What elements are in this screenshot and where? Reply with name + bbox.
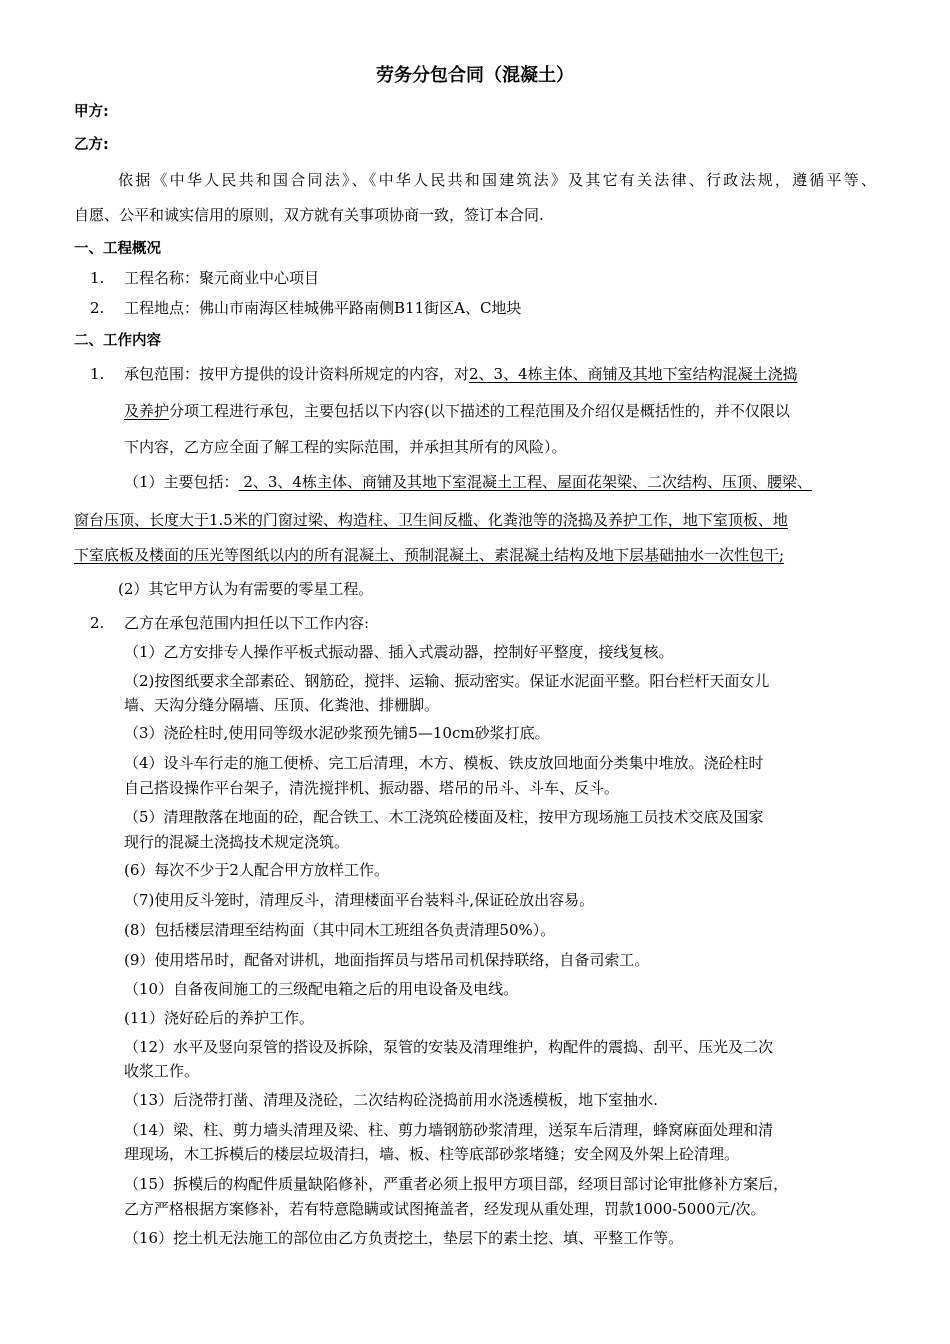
work-item-line: 现行的混凝土浇捣技术规定浇筑。 (124, 833, 350, 851)
work-content-intro: 乙方在承包范围内担任以下工作内容: (124, 614, 370, 632)
section-2-heading: 二、工作内容 (74, 333, 161, 349)
party-a-label: 甲方: (74, 104, 109, 120)
document-title: 劳务分包合同（混凝土） (376, 65, 574, 86)
work-item-line: (6）每次不少于2人配合甲方放样工作。 (124, 861, 389, 879)
work-item-line: （4）设斗车行走的施工便桥、完工后清理，木方、模板、铁皮放回地面分类集中堆放。浇砼柱时 (124, 754, 764, 772)
work-item-line: 理现场，木工拆模后的楼层垃圾清扫，墙、板、柱等底部砂浆堵缝；安全网及外架上砼清理。 (124, 1145, 740, 1163)
section-2-item-1-number: 1. (90, 365, 105, 383)
scope-underlined-buildings: 2、3、4栋主体、商铺及其地下室结构混凝土浇捣 (469, 365, 798, 383)
section-2-item-2-number: 2. (90, 614, 105, 632)
work-item-line: （15）拆模后的构配件质量缺陷修补，严重者必须上报甲方项目部，经项目部讨论审批修补方案后， (124, 1175, 789, 1193)
section-1-item-2-number: 2. (90, 299, 105, 317)
scope-sub-1-line-1 (124, 472, 812, 492)
scope-sub-1-line-3: 下室底板及楼面的压光等图纸以内的所有混凝土、预制混凝土、素混凝土结构及地下层基础抽水一次性包干; (74, 546, 785, 564)
work-item-line: （5）清理散落在地面的砼，配合铁工、木工浇筑砼楼面及柱，按甲方现场施工员技术交底及国家 (124, 808, 764, 826)
work-item-line: （2)按图纸要求全部素砼、钢筋砼，搅拌、运输、振动密实。保证水泥面平整。阳台栏杆天面女儿 (124, 672, 770, 690)
scope-line-3: 下内容，乙方应全面了解工程的实际范围，并承担其所有的风险）。 (124, 438, 567, 456)
work-item-line: (8）包括楼层清理至结构面（其中同木工班组各负责清理50%）。 (124, 921, 556, 939)
scope-sub-1-text: 2、3、4栋主体、商铺及其地下室混凝土工程、屋面花架梁、二次结构、压顶、腰梁、 (238, 473, 812, 491)
scope-underlined-curing: 及养护 (124, 402, 170, 420)
work-item-line: （10）自备夜间施工的三级配电箱之后的用电设备及电线。 (124, 980, 519, 998)
scope-sub-2: (2）其它甲方认为有需要的零星工程。 (118, 580, 374, 598)
preamble-line-1: 依据《中华人民共和国合同法》、《中华人民共和国建筑法》及其它有关法律、行政法规，遵循平等、 (118, 171, 876, 189)
preamble-line-2: 自愿、公平和诚实信用的原则，双方就有关事项协商一致，签订本合同. (74, 206, 544, 224)
scope-sub-1-label: （1）主要包括： (124, 473, 239, 491)
scope-line-2-text: 分项工程进行承包，主要包括以下内容(以下描述的工程范围及介绍仅是概括性的，并不仅限以 (169, 402, 790, 420)
scope-line-2 (124, 401, 790, 421)
scope-sub-1-line-2: 窗台压顶、长度大于1.5米的门窗过梁、构造柱、卫生间反槛、化粪池等的浇捣及养护工作，地下室顶板、地 (74, 511, 788, 529)
work-item-line: （7)使用反斗笼时，清理反斗，清理楼面平台装料斗,保证砼放出容易。 (124, 891, 595, 909)
section-1-heading: 一、工程概况 (74, 241, 161, 257)
scope-line-1-text: 承包范围：按甲方提供的设计资料所规定的内容，对 (124, 365, 470, 383)
section-1-item-1-number: 1. (90, 269, 105, 287)
work-item-line: （14）梁、柱、剪力墙头清理及梁、柱、剪力墙钢筋砂浆清理，送泵车后清理，蜂窝麻面处理和清 (124, 1121, 774, 1139)
work-item-line: （16）挖土机无法施工的部位由乙方负责挖土，垫层下的素土挖、填、平整工作等。 (124, 1229, 684, 1247)
work-item-line: 墙、天沟分缝分隔墙、压顶、化粪池、排栅脚。 (124, 696, 440, 714)
work-item-line: 收浆工作。 (124, 1062, 200, 1080)
project-name: 工程名称：聚元商业中心项目 (124, 269, 320, 287)
work-item-line: 自己搭设操作平台架子，清洗搅拌机、振动器、塔吊的吊斗、斗车、反斗。 (124, 779, 620, 797)
work-item-line: （1）乙方安排专人操作平板式振动器、插入式震动器，控制好平整度，接线复核。 (124, 643, 674, 661)
work-item-line: （13）后浇带打凿、清理及浇砼，二次结构砼浇捣前用水浇透模板，地下室抽水. (124, 1091, 658, 1109)
work-item-line: （12）水平及竖向泵管的搭设及拆除，泵管的安装及清理维护，构配件的震捣、刮平、压光及二次 (124, 1038, 774, 1056)
work-item-line: 乙方严格根据方案修补，若有特意隐瞒或试图掩盖者，经发现从重处理，罚款1000-5000元/次。 (124, 1200, 766, 1218)
work-item-line: （3）浇砼柱时,使用同等级水泥砂浆预先铺5—10cm砂浆打底。 (124, 724, 550, 742)
project-location: 工程地点：佛山市南海区桂城佛平路南侧B11街区A、C地块 (124, 299, 522, 317)
party-b-label: 乙方: (74, 137, 109, 153)
work-item-line: (11）浇好砼后的养护工作。 (124, 1009, 314, 1027)
work-item-line: (9）使用塔吊时，配备对讲机，地面指挥员与塔吊司机保持联络，自备司索工。 (124, 951, 650, 969)
scope-line-1 (124, 364, 798, 384)
